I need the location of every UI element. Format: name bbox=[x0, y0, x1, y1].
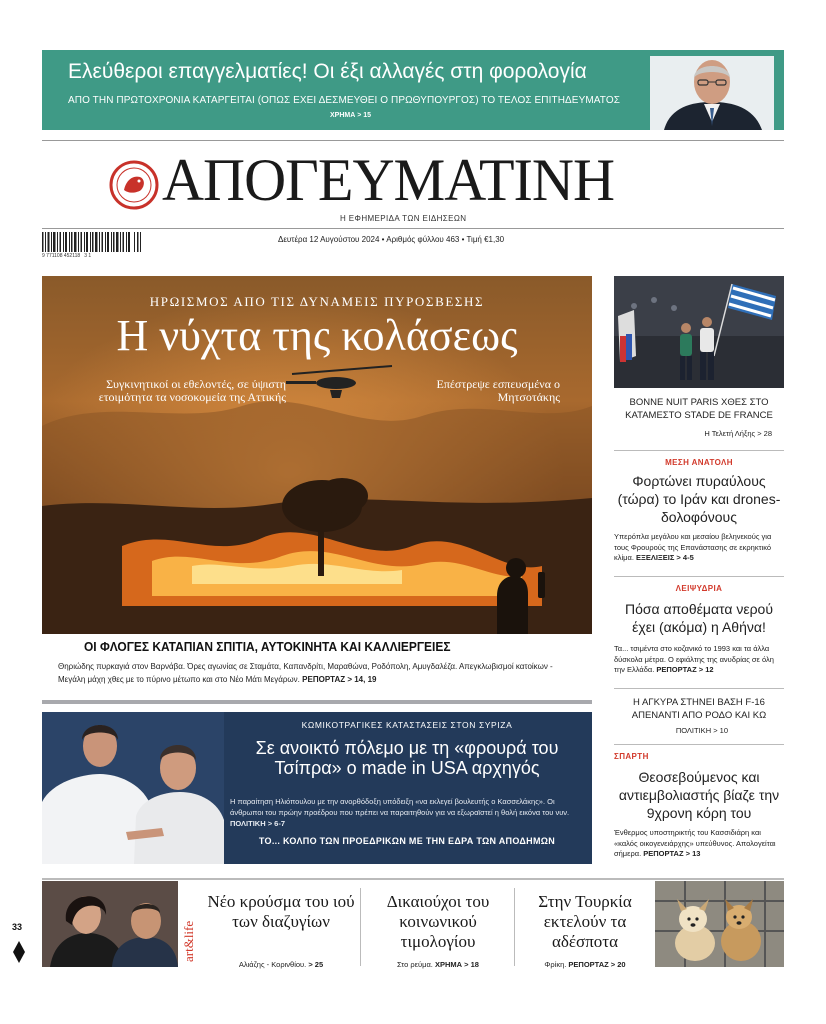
middle-east-body bbox=[614, 532, 784, 564]
paris-ref[interactable]: Η Τελετή Λήξης > 28 bbox=[704, 429, 772, 438]
fire-body-text: Θηριώδης πυρκαγιά στον Βαρνάβα. Όρες αγωνίας σε Σταμάτα, Καπανδρίτι, Μαραθώνα, Ροδόπολη, Αμυγδαλέζα. Απεγκλωβισμοί κατοίκων - Μεγάλη μάχη χθες με το πύρινο μέτωπο και στο Νέο Μάτι Μεγάρων. bbox=[58, 662, 553, 684]
ankara-ref[interactable]: ΠΟΛΙΤΙΚΗ > 10 bbox=[675, 726, 728, 735]
middle-east-section: ΜΕΣΗ ΑΝΑΤΟΛΗ bbox=[665, 458, 733, 467]
politicians-photo bbox=[42, 712, 224, 864]
page-number: 33 bbox=[12, 922, 23, 932]
barcode-icon bbox=[42, 232, 142, 252]
fire-body bbox=[58, 660, 578, 686]
art-life-text: art&life bbox=[181, 920, 196, 962]
paris-photo[interactable] bbox=[614, 276, 784, 388]
issue-info: Δευτέρα 12 Αυγούστου 2024 • Αριθμός φύλλου 463 • Τιμή €1,30 bbox=[278, 235, 505, 244]
right-rule-3 bbox=[614, 688, 784, 689]
bottom-ref-2-text: Στο ρεύμα. bbox=[397, 960, 433, 969]
middle-east-ref[interactable]: ΕΞΕΛΙΞΕΙΣ > 4-5 bbox=[636, 553, 694, 562]
bottom-headline-3[interactable]: Στην Τουρκία εκτελούν τα αδέσποτα bbox=[538, 892, 632, 951]
syriza-kicker: ΚΩΜΙΚΟΤΡΑΓΙΚΕΣ ΚΑΤΑΣΤΑΣΕΙΣ ΣΤΟΝ ΣΥΡΙΖΑ bbox=[301, 720, 513, 730]
diamond-icon bbox=[13, 941, 25, 963]
drought-ref[interactable]: ΡΕΠΟΡΤΑΖ > 12 bbox=[656, 665, 714, 674]
drought-body-text: Τα... τσιμέντα στο κοζανικό το 1993 και τα άλλα δύσκολα μέτρα. Ο εφιάλτης της ανυδρίας σε όλη την Ελλάδα. bbox=[614, 644, 774, 674]
top-banner-headline: Ελεύθεροι επαγγελματίες! Οι έξι αλλαγές στη φορολογία bbox=[68, 60, 587, 83]
masthead-tagline: Η ΕΦΗΜΕΡΙΔΑ ΤΩΝ ΕΙΔΗΣΕΩΝ bbox=[340, 214, 467, 223]
masthead-bottom-rule bbox=[42, 228, 784, 229]
bottom-separator-1 bbox=[360, 888, 361, 966]
middle-east-headline[interactable]: Φορτώνει πυραύλους (τώρα) το Ιράν και drones-δολοφόνους bbox=[617, 473, 781, 525]
bottom-strip-rule bbox=[42, 878, 784, 880]
barcode-number: 9 771108 452118 3 1 bbox=[42, 253, 92, 259]
bottom-ref-2[interactable] bbox=[364, 960, 512, 969]
bottom-ref-1-text: Αλιάζης - Κορινθίου. bbox=[238, 960, 307, 969]
bottom-ref-3[interactable] bbox=[516, 960, 654, 969]
top-banner-ref: ΧΡΗΜΑ > 15 bbox=[330, 112, 372, 119]
dogs-photo[interactable] bbox=[655, 881, 784, 967]
art-life-label bbox=[180, 884, 198, 964]
bottom-ref-3-page: ΡΕΠΟΡΤΑΖ > 20 bbox=[568, 960, 626, 969]
syriza-box[interactable] bbox=[42, 712, 592, 864]
syriza-body-text: Η παραίτηση Ηλιόπουλου με την ανορθόδοξη υπόδειξη «να εκλεγεί βουλευτής ο Κασσελάκης». Οι άνθρωποι του πρώην προέδρου που πρέπει να παραιτηθούν για να εξωραϊστεί η θολή εικόνα του νυν. bbox=[230, 797, 570, 817]
fire-caption[interactable]: ΟΙ ΦΛΟΓΕΣ ΚΑΤΑΠΙΑΝ ΣΠΙΤΙΑ, ΑΥΤΟΚΙΝΗΤΑ ΚΑΙ ΚΑΛΛΙΕΡΓΕΙΕΣ bbox=[84, 639, 451, 654]
couple-image bbox=[42, 881, 178, 967]
sparta-body bbox=[614, 828, 784, 860]
olympics-flag-image bbox=[614, 276, 784, 388]
bottom-ref-1-page: > 25 bbox=[308, 960, 324, 969]
main-fire-photo[interactable] bbox=[42, 276, 592, 634]
right-rule-1 bbox=[614, 450, 784, 451]
sparta-section: ΣΠΑΡΤΗ bbox=[614, 752, 649, 761]
barcode-suffix: 3 1 bbox=[84, 253, 92, 259]
syriza-footer[interactable]: ΤΟ... ΚΟΛΠΟ ΤΩΝ ΠΡΟΕΔΡΙΚΩΝ ΜΕ ΤΗΝ ΕΔΡΑ ΤΩΝ ΑΠΟΔΗΜΩΝ bbox=[258, 836, 556, 846]
fire-ref[interactable]: ΡΕΠΟΡΤΑΖ > 14, 19 bbox=[302, 675, 377, 684]
syriza-body bbox=[230, 796, 586, 829]
sparta-headline[interactable]: Θεοσεβούμενος και αντιεμβολιαστής βίαζε την 9χρονη κόρη του bbox=[618, 769, 780, 821]
bottom-ref-3-text: Φρίκη. bbox=[544, 960, 567, 969]
bottom-headline-2[interactable]: Δικαιούχοι του κοινωνικού τιμολογίου bbox=[386, 892, 490, 951]
bottom-headline-1[interactable]: Νέο κρούσμα του ιού των διαζυγίων bbox=[207, 892, 355, 931]
couple-photo[interactable] bbox=[42, 881, 178, 967]
masthead-title[interactable]: ΑΠΟΓΕΥΜΑΤΙΝΗ bbox=[162, 147, 615, 213]
bottom-ref-2-page: ΧΡΗΜΑ > 18 bbox=[434, 960, 479, 969]
sparta-ref[interactable]: ΡΕΠΟΡΤΑΖ > 13 bbox=[643, 849, 701, 858]
paris-title[interactable]: BONNE NUIT PARIS ΧΘΕΣ ΣΤΟ ΚΑΤΑΜΕΣΤΟ STADE DE FRANCE bbox=[625, 397, 773, 421]
bottom-ref-1[interactable] bbox=[206, 960, 356, 969]
bottom-separator-2 bbox=[514, 888, 515, 966]
main-right-text: Επέστρεψε εσπευσμένα ο Μητσοτάκης bbox=[436, 377, 560, 404]
main-kicker: ΗΡΩΙΣΜΟΣ ΑΠΟ ΤΙΣ ΔΥΝΑΜΕΙΣ ΠΥΡΟΣΒΕΣΗΣ bbox=[149, 294, 485, 309]
politician-portrait bbox=[650, 56, 774, 130]
top-banner[interactable] bbox=[42, 50, 784, 130]
section-divider bbox=[42, 700, 592, 704]
syriza-ref[interactable]: ΠΟΛΙΤΙΚΗ > 6-7 bbox=[230, 819, 286, 828]
right-rule-4 bbox=[614, 744, 784, 745]
syriza-headline[interactable]: Σε ανοικτό πόλεμο με τη «φρουρά του Τσίπρα» ο made in USA αρχηγός bbox=[255, 738, 559, 778]
sparta-body-text: Ένθερμος υποστηρικτής του Κασσιδιάρη και «καλός οικογενειάρχης» υπεύθυνος. Απολογείται σήμερα. bbox=[614, 828, 776, 858]
seal-logo-icon bbox=[109, 160, 159, 210]
middle-east-body-text: Υπερόπλα μεγάλου και μεσαίου βεληνεκούς για τους Φρουρούς της Επανάστασης σε εκρηκτικό κλίμα. bbox=[614, 532, 772, 562]
ankara-title[interactable]: Η ΑΓΚΥΡΑ ΣΤΗΝΕΙ ΒΑΣΗ F-16 ΑΠΕΝΑΝΤΙ ΑΠΟ ΡΟΔΟ ΚΑΙ ΚΩ bbox=[631, 697, 767, 721]
right-rule-2 bbox=[614, 576, 784, 577]
drought-headline[interactable]: Πόσα αποθέματα νερού έχει (ακόμα) η Αθήνα! bbox=[624, 601, 773, 635]
stray-dogs-image bbox=[655, 881, 784, 967]
main-left-text: Συγκινητικοί οι εθελοντές, σε ύψιστη ετοιμότητα τα νοσοκομεία της Αττικής bbox=[98, 377, 286, 404]
drought-body bbox=[614, 644, 784, 676]
drought-section: ΛΕΙΨΥΔΡΙΑ bbox=[675, 584, 723, 593]
main-headline[interactable]: Η νύχτα της κολάσεως bbox=[116, 311, 518, 360]
masthead-top-rule bbox=[42, 140, 784, 141]
top-banner-subline: ΑΠΟ ΤΗΝ ΠΡΩΤΟΧΡΟΝΙΑ ΚΑΤΑΡΓΕΙΤΑΙ (ΟΠΩΣ ΕΧΕΙ ΔΕΣΜΕΥΘΕΙ Ο ΠΡΩΘΥΠΟΥΡΓΟΣ) ΤΟ ΤΕΛΟΣ ΕΠΙΤΗΔΕΥΜΑΤΟΣ bbox=[68, 95, 620, 106]
